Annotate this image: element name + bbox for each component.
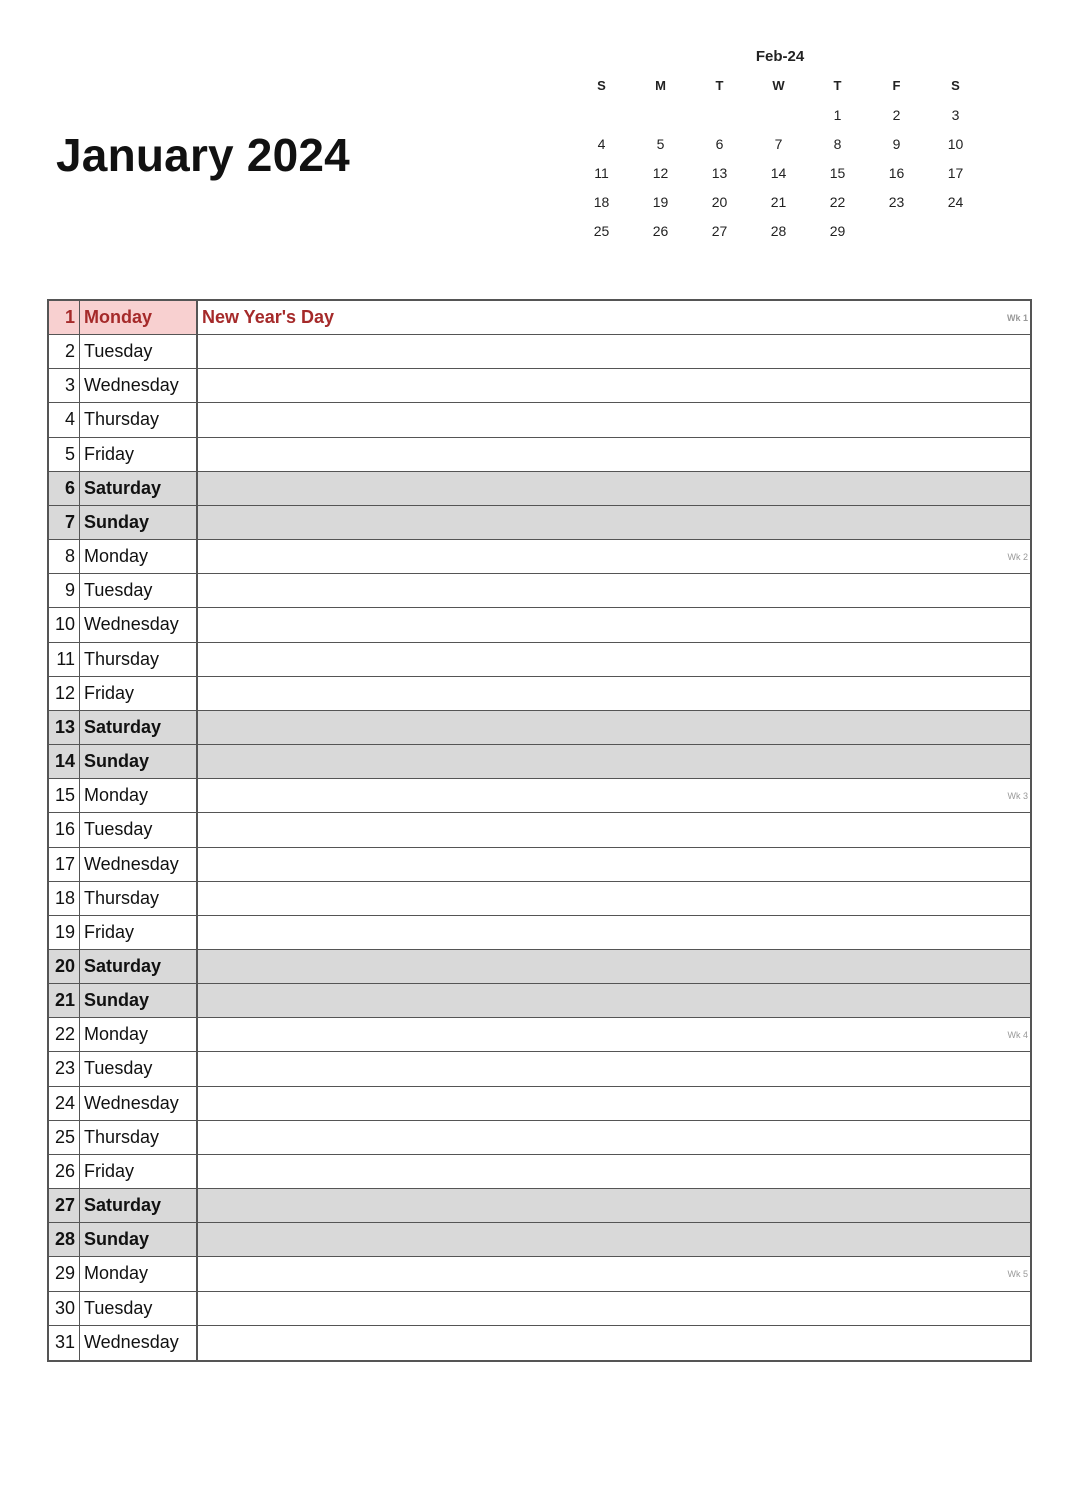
day-name: Sunday: [80, 984, 198, 1017]
day-name: Monday: [80, 1257, 198, 1290]
day-row: [49, 1155, 1030, 1189]
day-note: [198, 779, 1030, 812]
day-row: [49, 848, 1030, 882]
day-note: [198, 506, 1030, 539]
day-note: [198, 608, 1030, 641]
day-note: [198, 848, 1030, 881]
mini-calendar-date: 18: [593, 193, 610, 210]
mini-calendar-weekday: F: [892, 77, 901, 93]
day-note: [198, 301, 1030, 334]
day-name: Wednesday: [80, 848, 198, 881]
day-number: 28: [49, 1223, 80, 1256]
day-number: 3: [49, 369, 80, 402]
day-note: [198, 677, 1030, 710]
page-title: January 2024: [56, 129, 350, 181]
mini-calendar-date: 10: [947, 135, 964, 152]
day-name: Wednesday: [80, 1326, 198, 1360]
day-name: Monday: [80, 301, 198, 334]
day-row: [49, 1189, 1030, 1223]
day-number: 19: [49, 916, 80, 949]
day-name: Wednesday: [80, 369, 198, 402]
day-row: [49, 438, 1030, 472]
day-note: [198, 745, 1030, 778]
day-number: 20: [49, 950, 80, 983]
day-name: Thursday: [80, 403, 198, 436]
day-number: 30: [49, 1292, 80, 1325]
day-note: [198, 1052, 1030, 1085]
day-note: [198, 643, 1030, 676]
day-note: [198, 711, 1030, 744]
day-row: [49, 608, 1030, 642]
mini-calendar-week: [572, 187, 986, 216]
mini-calendar-weekday: S: [597, 77, 606, 93]
day-name: Friday: [80, 916, 198, 949]
day-row: [49, 916, 1030, 950]
day-row: [49, 1087, 1030, 1121]
mini-calendar-date: 23: [888, 193, 905, 210]
day-row: [49, 472, 1030, 506]
day-note: [198, 335, 1030, 368]
mini-calendar-week: [572, 216, 986, 245]
day-name: Sunday: [80, 1223, 198, 1256]
day-note: [198, 1018, 1030, 1051]
day-note: [198, 540, 1030, 573]
day-name: Saturday: [80, 1189, 198, 1222]
day-name: Saturday: [80, 950, 198, 983]
day-name: Friday: [80, 677, 198, 710]
mini-calendar-date: 25: [593, 222, 610, 239]
day-note-text: New Year's Day: [202, 307, 335, 327]
day-number: 13: [49, 711, 80, 744]
day-row: [49, 369, 1030, 403]
mini-calendar-date: 14: [770, 164, 787, 181]
mini-calendar-date: 16: [888, 164, 905, 181]
day-number: 29: [49, 1257, 80, 1290]
day-note: [198, 813, 1030, 846]
day-number: 14: [49, 745, 80, 778]
day-note: [198, 1189, 1030, 1222]
day-row: [49, 1052, 1030, 1086]
day-number: 24: [49, 1087, 80, 1120]
week-number-label: Wk 4: [1007, 1030, 1028, 1041]
day-row: [49, 1121, 1030, 1155]
day-number: 2: [49, 335, 80, 368]
day-number: 18: [49, 882, 80, 915]
day-number: 11: [49, 643, 80, 676]
mini-calendar-date: 24: [947, 193, 964, 210]
day-row: [49, 1223, 1030, 1257]
mini-calendar-week: [572, 100, 986, 129]
day-row: [49, 779, 1030, 813]
day-name: Tuesday: [80, 335, 198, 368]
day-name: Thursday: [80, 643, 198, 676]
day-name: Thursday: [80, 882, 198, 915]
day-number: 8: [49, 540, 80, 573]
day-name: Tuesday: [80, 1292, 198, 1325]
mini-calendar-weekday: T: [833, 77, 842, 93]
day-note: [198, 1257, 1030, 1290]
mini-calendar-date: 17: [947, 164, 964, 181]
mini-calendar-date: 2: [892, 106, 901, 123]
mini-calendar-date: 27: [711, 222, 728, 239]
day-number: 5: [49, 438, 80, 471]
day-row: [49, 1326, 1030, 1360]
day-number: 21: [49, 984, 80, 1017]
day-number: 7: [49, 506, 80, 539]
day-number: 12: [49, 677, 80, 710]
day-number: 23: [49, 1052, 80, 1085]
mini-calendar-date: 22: [829, 193, 846, 210]
day-number: 17: [49, 848, 80, 881]
day-note: [198, 1326, 1030, 1360]
mini-calendar-date: 9: [892, 135, 901, 152]
day-number: 26: [49, 1155, 80, 1188]
day-row: [49, 643, 1030, 677]
day-row: [49, 950, 1030, 984]
day-note: [198, 950, 1030, 983]
mini-calendar-date: 28: [770, 222, 787, 239]
week-number-label: Wk 2: [1007, 552, 1028, 563]
day-number: 31: [49, 1326, 80, 1360]
day-row: [49, 984, 1030, 1018]
mini-calendar-weekday-header: [572, 70, 986, 100]
day-row: [49, 403, 1030, 437]
day-row: [49, 677, 1030, 711]
day-name: Thursday: [80, 1121, 198, 1154]
mini-calendar-february: [572, 44, 986, 245]
day-name: Sunday: [80, 745, 198, 778]
day-number: 27: [49, 1189, 80, 1222]
week-number-label: Wk 3: [1007, 791, 1028, 802]
day-number: 4: [49, 403, 80, 436]
day-note: [198, 472, 1030, 505]
day-note: [198, 916, 1030, 949]
day-note: [198, 369, 1030, 402]
day-name: Wednesday: [80, 1087, 198, 1120]
day-number: 16: [49, 813, 80, 846]
mini-calendar-date: 15: [829, 164, 846, 181]
day-row: [49, 1292, 1030, 1326]
mini-calendar-date: 7: [774, 135, 783, 152]
day-row: [49, 335, 1030, 369]
day-note: [198, 882, 1030, 915]
day-number: 9: [49, 574, 80, 607]
day-note: [198, 438, 1030, 471]
day-name: Monday: [80, 540, 198, 573]
day-note: [198, 1087, 1030, 1120]
mini-calendar-weekday: W: [772, 77, 785, 93]
mini-calendar-date: 12: [652, 164, 669, 181]
mini-calendar-date: 3: [951, 106, 960, 123]
day-row: [49, 745, 1030, 779]
week-number-label: Wk 1: [1006, 313, 1028, 323]
mini-calendar-date: 5: [656, 135, 665, 152]
day-name: Tuesday: [80, 574, 198, 607]
mini-calendar-date: 4: [597, 135, 606, 152]
mini-calendar-week: [572, 158, 986, 187]
day-note: [198, 984, 1030, 1017]
day-name: Friday: [80, 1155, 198, 1188]
day-row: [49, 540, 1030, 574]
mini-calendar-date: 1: [833, 106, 842, 123]
mini-calendar-date: 6: [715, 135, 724, 152]
week-number-label: Wk 5: [1007, 1269, 1028, 1280]
day-row: [49, 574, 1030, 608]
day-number: 15: [49, 779, 80, 812]
mini-calendar-weekday: M: [655, 77, 666, 93]
mini-calendar-date: 8: [833, 135, 842, 152]
day-row: [49, 506, 1030, 540]
day-note: [198, 1223, 1030, 1256]
mini-calendar-date: 20: [711, 193, 728, 210]
day-name: Tuesday: [80, 1052, 198, 1085]
day-note: [198, 1155, 1030, 1188]
mini-calendar-title: Feb-24: [755, 48, 805, 65]
day-row: [49, 301, 1030, 335]
mini-calendar-weekday: S: [951, 77, 960, 93]
day-note: [198, 1292, 1030, 1325]
mini-calendar-date: 26: [652, 222, 669, 239]
day-row: [49, 1018, 1030, 1052]
day-note: [198, 574, 1030, 607]
day-row: [49, 882, 1030, 916]
day-name: Saturday: [80, 472, 198, 505]
day-name: Monday: [80, 779, 198, 812]
mini-calendar-date: 19: [652, 193, 669, 210]
mini-calendar-date: 13: [711, 164, 728, 181]
day-note: [198, 1121, 1030, 1154]
day-number: 10: [49, 608, 80, 641]
day-name: Monday: [80, 1018, 198, 1051]
mini-calendar-date: 21: [770, 193, 787, 210]
day-name: Tuesday: [80, 813, 198, 846]
day-number: 1: [49, 301, 80, 334]
day-name: Wednesday: [80, 608, 198, 641]
day-name: Friday: [80, 438, 198, 471]
day-note: [198, 403, 1030, 436]
day-number: 25: [49, 1121, 80, 1154]
mini-calendar-date: 29: [829, 222, 846, 239]
day-number: 22: [49, 1018, 80, 1051]
mini-calendar-weekday: T: [715, 77, 724, 93]
day-row: [49, 813, 1030, 847]
day-row: [49, 1257, 1030, 1291]
mini-calendar-week: [572, 129, 986, 158]
day-number: 6: [49, 472, 80, 505]
mini-calendar-date: 11: [594, 164, 609, 181]
mini-calendar-weeks: [572, 100, 986, 245]
day-row: [49, 711, 1030, 745]
day-name: Saturday: [80, 711, 198, 744]
day-name: Sunday: [80, 506, 198, 539]
day-grid: [47, 299, 1032, 1362]
